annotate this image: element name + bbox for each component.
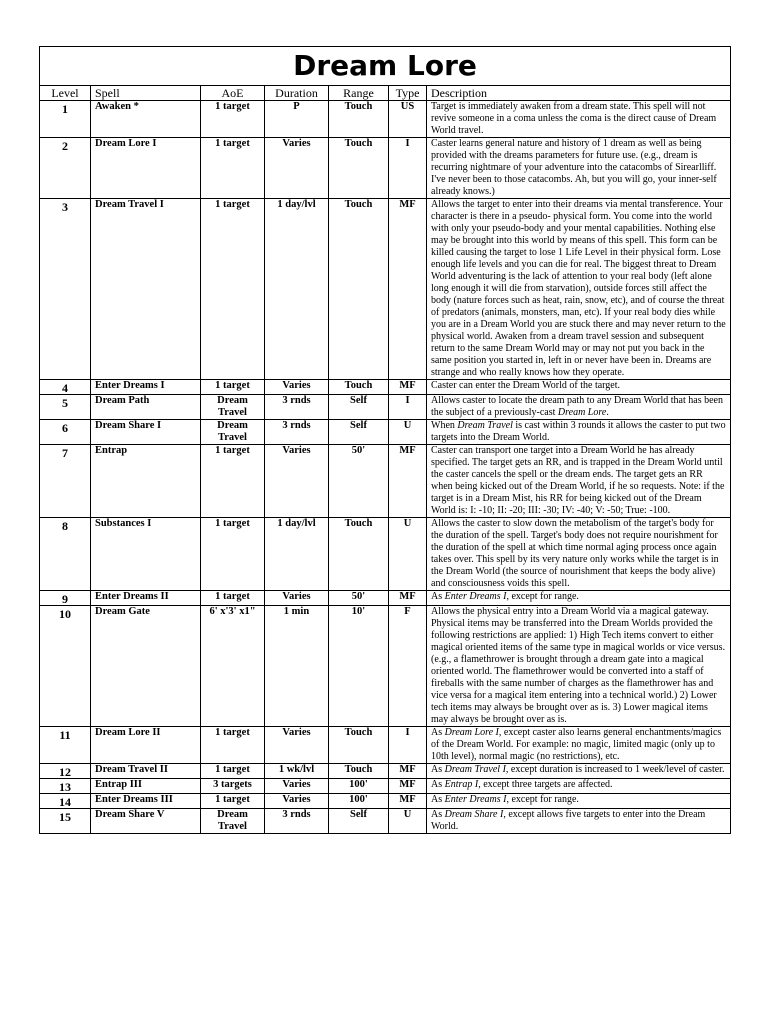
cell-range: Touch: [329, 764, 389, 779]
description-text: .: [606, 407, 609, 418]
header-spell: Spell: [91, 86, 201, 101]
description-text: As: [431, 591, 445, 602]
cell-duration: 1 day/lvl: [265, 199, 329, 380]
cell-spell: Dream Share V: [91, 809, 201, 834]
cell-aoe: 1 target: [201, 445, 265, 518]
spell-table: [39, 46, 731, 834]
cell-type: MF: [389, 380, 427, 395]
cell-description: [427, 809, 731, 834]
cell-type: U: [389, 420, 427, 445]
cell-range: Self: [329, 420, 389, 445]
table-row: [40, 420, 731, 445]
table-row: [40, 395, 731, 420]
spell-reference: Dream Share I: [444, 809, 504, 820]
cell-level: 1: [40, 101, 91, 138]
cell-description: [427, 518, 731, 591]
cell-description: [427, 794, 731, 809]
description-text: Allows the physical entry into a Dream World via a magical gateway. Physical items may be transferred into the Dream Worlds provided the following restrictions are applied: 1) High Tech items convert to either magical oriented items of the same type in magical worlds or vice versus. (e.g., a flamethrower is brought through a dream gate into a magical oriented world. The flamethrower would be converted into a staff of fireballs with the same number of charges as the flamethrower has and vice versa for a magical item entering into a technical world.) 2) Lower tech items may always be brought over as is. 3) Lower magical items may always be brought over as is.: [431, 606, 726, 725]
cell-duration: 3 rnds: [265, 395, 329, 420]
table-row: [40, 445, 731, 518]
spell-reference: Dream Lore: [557, 407, 607, 418]
cell-spell: Enter Dreams III: [91, 794, 201, 809]
cell-description: [427, 764, 731, 779]
table-row: [40, 606, 731, 727]
spell-reference: Dream Travel I: [444, 764, 506, 775]
cell-level: 3: [40, 199, 91, 380]
cell-aoe: 3 targets: [201, 779, 265, 794]
cell-level: 4: [40, 380, 91, 395]
header-description: Description: [427, 86, 731, 101]
header-type: Type: [389, 86, 427, 101]
cell-type: F: [389, 606, 427, 727]
cell-range: Touch: [329, 518, 389, 591]
cell-description: [427, 420, 731, 445]
spell-reference: Dream Lore I: [444, 727, 499, 738]
cell-level: 7: [40, 445, 91, 518]
table-row: [40, 779, 731, 794]
cell-duration: Varies: [265, 445, 329, 518]
cell-spell: Dream Share I: [91, 420, 201, 445]
cell-spell: Dream Travel II: [91, 764, 201, 779]
header-range: Range: [329, 86, 389, 101]
table-row: [40, 727, 731, 764]
cell-spell: Dream Lore I: [91, 138, 201, 199]
cell-aoe: 1 target: [201, 518, 265, 591]
table-body: [40, 101, 731, 834]
header-duration: Duration: [265, 86, 329, 101]
cell-spell: Entrap: [91, 445, 201, 518]
description-text: As: [431, 794, 445, 805]
description-text: As: [431, 809, 445, 820]
cell-spell: Enter Dreams II: [91, 591, 201, 606]
cell-duration: 3 rnds: [265, 809, 329, 834]
description-text: is cast within 3 rounds it allows the caster to put two targets into the Dream World.: [431, 420, 726, 443]
cell-range: Touch: [329, 138, 389, 199]
cell-type: I: [389, 395, 427, 420]
cell-range: 50': [329, 591, 389, 606]
cell-level: 9: [40, 591, 91, 606]
cell-level: 10: [40, 606, 91, 727]
description-text: As: [431, 727, 445, 738]
cell-aoe: Dream Travel: [201, 395, 265, 420]
cell-duration: 1 day/lvl: [265, 518, 329, 591]
cell-aoe: 1 target: [201, 764, 265, 779]
cell-type: U: [389, 518, 427, 591]
cell-aoe: 1 target: [201, 199, 265, 380]
cell-level: 14: [40, 794, 91, 809]
cell-description: [427, 727, 731, 764]
cell-range: Touch: [329, 101, 389, 138]
description-text: Caster can enter the Dream World of the target.: [431, 380, 621, 391]
cell-range: 100': [329, 794, 389, 809]
cell-description: [427, 779, 731, 794]
cell-description: [427, 606, 731, 727]
cell-spell: Dream Path: [91, 395, 201, 420]
cell-level: 12: [40, 764, 91, 779]
page-title: Dream Lore: [40, 47, 731, 86]
document-page: [39, 46, 730, 834]
cell-description: [427, 591, 731, 606]
cell-duration: P: [265, 101, 329, 138]
table-row: [40, 764, 731, 779]
cell-range: 100': [329, 779, 389, 794]
description-text: , except duration is increased to 1 week/level of caster.: [505, 764, 725, 775]
header-aoe: AoE: [201, 86, 265, 101]
cell-duration: Varies: [265, 380, 329, 395]
description-text: As: [431, 764, 445, 775]
cell-duration: Varies: [265, 138, 329, 199]
cell-type: MF: [389, 591, 427, 606]
cell-aoe: Dream Travel: [201, 809, 265, 834]
table-row: [40, 809, 731, 834]
cell-type: U: [389, 809, 427, 834]
cell-duration: Varies: [265, 727, 329, 764]
description-text: , except for range.: [506, 591, 579, 602]
description-text: Allows caster to locate the dream path to any Dream World that has been the subject of a previously-cast: [431, 395, 723, 418]
spell-reference: Dream Travel: [457, 420, 513, 431]
cell-range: Touch: [329, 380, 389, 395]
cell-description: [427, 199, 731, 380]
cell-level: 11: [40, 727, 91, 764]
table-header-row: [40, 86, 731, 101]
description-text: Target is immediately awaken from a dream state. This spell will not revive someone in a coma unless the coma is the direct cause of Dream World travel.: [431, 101, 717, 136]
cell-type: MF: [389, 199, 427, 380]
cell-spell: Dream Lore II: [91, 727, 201, 764]
description-text: , except allows five targets to enter into the Dream World.: [431, 809, 706, 832]
table-row: [40, 380, 731, 395]
cell-aoe: 1 target: [201, 380, 265, 395]
cell-spell: Dream Travel I: [91, 199, 201, 380]
cell-duration: Varies: [265, 794, 329, 809]
cell-range: Self: [329, 809, 389, 834]
cell-level: 8: [40, 518, 91, 591]
cell-range: 50': [329, 445, 389, 518]
cell-level: 5: [40, 395, 91, 420]
description-text: When: [431, 420, 458, 431]
cell-level: 6: [40, 420, 91, 445]
cell-level: 13: [40, 779, 91, 794]
cell-duration: Varies: [265, 779, 329, 794]
cell-description: [427, 380, 731, 395]
header-level: Level: [40, 86, 91, 101]
cell-duration: 1 wk/lvl: [265, 764, 329, 779]
cell-range: Touch: [329, 727, 389, 764]
description-text: Caster learns general nature and history of 1 dream as well as being provided with the dreams parameters for future use. (e.g., dream is recurring nightmare of your adventure into the catacombs of Sirearlliff. I've never been to those catacombs. Ah, but you will go, your inner-self already knows.): [431, 138, 717, 197]
cell-type: I: [389, 138, 427, 199]
cell-type: US: [389, 101, 427, 138]
cell-type: I: [389, 727, 427, 764]
spell-reference: Entrap I: [444, 779, 479, 790]
cell-aoe: Dream Travel: [201, 420, 265, 445]
cell-description: [427, 395, 731, 420]
cell-duration: 3 rnds: [265, 420, 329, 445]
description-text: , except caster also learns general enchantments/magics of the Dream World. For example: no magic, limited magic (only up to 10th level), normal magic (no restrictions), etc.: [431, 727, 722, 762]
cell-type: MF: [389, 764, 427, 779]
table-row: [40, 199, 731, 380]
description-text: Allows the target to enter into their dreams via mental transference. Your character is there in a pseudo- physical form. You come into the world with only your pseudo-body and your mental capabilities. Nothing else may be brought into this world by means of this spell. This form can be killed causing the target to lose 1 Life Level in their physical form. Lose enough life levels and you can die for real. The biggest threat to Dream World adventuring is the lack of attention to your real body (left alone long enough it will die from starvation), outside forces still affect the body (nature forces such as heat, rain, snow, etc), and of course the threat of predators (animals, monsters, man, etc). If your real body dies while you are in a Dream World you are stuck there and may never return to the physical world. Awaken from a dream travel session and subsequent return to the same Dream World may or may not put you back in the same position you started in, left in or never have been in. Dreams are strange and who really knows how they operate.: [431, 199, 726, 378]
cell-aoe: 1 target: [201, 794, 265, 809]
cell-aoe: 1 target: [201, 101, 265, 138]
table-row: [40, 591, 731, 606]
cell-spell: Awaken *: [91, 101, 201, 138]
cell-spell: Dream Gate: [91, 606, 201, 727]
cell-spell: Entrap III: [91, 779, 201, 794]
table-row: [40, 138, 731, 199]
cell-description: [427, 101, 731, 138]
cell-aoe: 6' x'3' x1": [201, 606, 265, 727]
cell-type: MF: [389, 794, 427, 809]
table-row: [40, 101, 731, 138]
cell-spell: Enter Dreams I: [91, 380, 201, 395]
cell-aoe: 1 target: [201, 138, 265, 199]
spell-reference: Enter Dreams I: [444, 591, 507, 602]
cell-range: Self: [329, 395, 389, 420]
cell-description: [427, 138, 731, 199]
spell-reference: Enter Dreams I: [444, 794, 507, 805]
cell-range: Touch: [329, 199, 389, 380]
description-text: , except three targets are affected.: [478, 779, 613, 790]
cell-aoe: 1 target: [201, 727, 265, 764]
description-text: Caster can transport one target into a Dream World he has already specified. The target gets an RR, and is trapped in the Dream World until the caster cancels the spell or the dream ends. The target gets an RR when being kicked out of the Dream World, if he so requests. Note: if the target is in a Dream Mist, his RR for being kicked out of the Dream World is: I: -10; II: -20; III: -30; IV: -40; V: -50; True: -100.: [431, 445, 725, 516]
description-text: As: [431, 779, 445, 790]
cell-duration: Varies: [265, 591, 329, 606]
cell-description: [427, 445, 731, 518]
cell-duration: 1 min: [265, 606, 329, 727]
table-row: [40, 518, 731, 591]
cell-type: MF: [389, 445, 427, 518]
cell-aoe: 1 target: [201, 591, 265, 606]
cell-level: 15: [40, 809, 91, 834]
cell-range: 10': [329, 606, 389, 727]
cell-type: MF: [389, 779, 427, 794]
description-text: Allows the caster to slow down the metabolism of the target's body for the duration of the spell. Target's body does not require nourishment for the duration of the spell at which time normal aging process once again takes over. This spell by its very nature only works while the target is in the Dream World (the source of nourishment that keeps the body alive) and consciousness voids this spell.: [431, 518, 719, 589]
table-row: [40, 794, 731, 809]
cell-level: 2: [40, 138, 91, 199]
cell-spell: Substances I: [91, 518, 201, 591]
description-text: , except for range.: [506, 794, 579, 805]
